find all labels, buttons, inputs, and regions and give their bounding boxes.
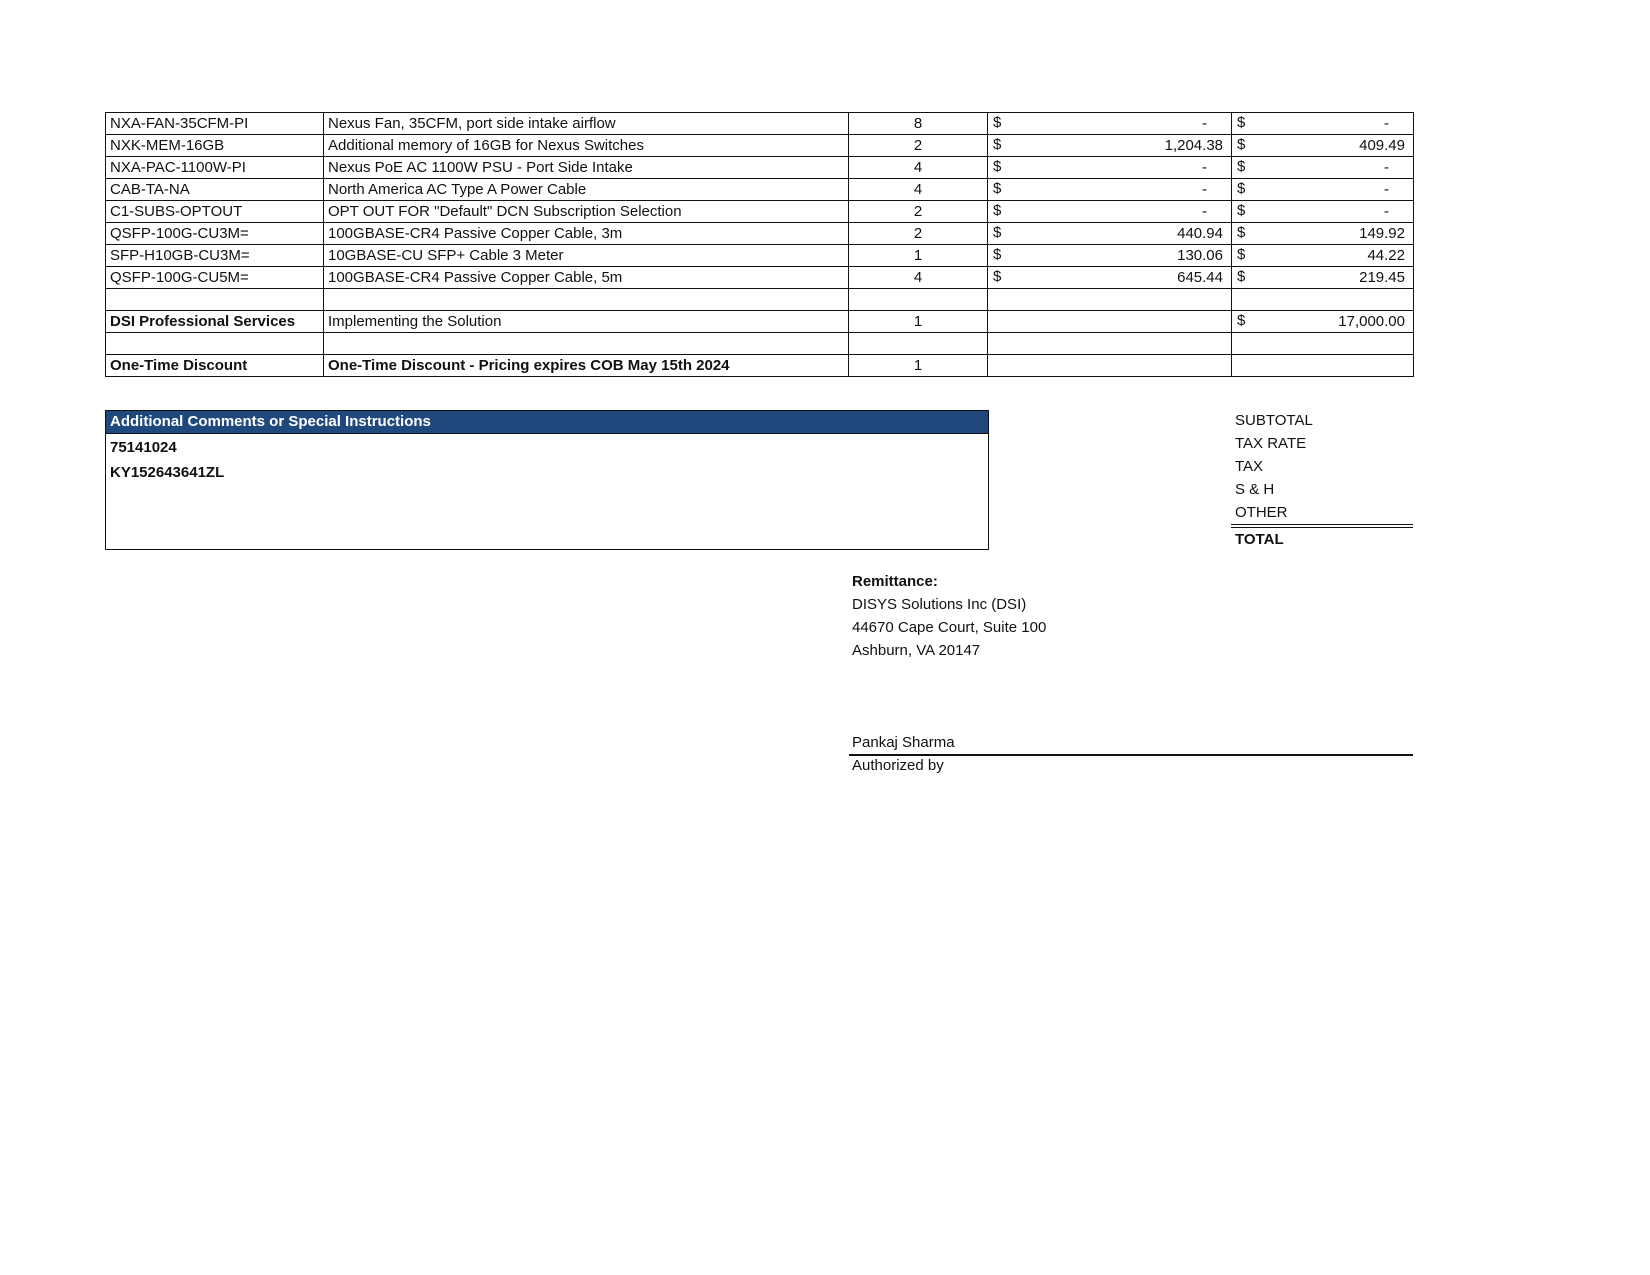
extended-price-cell xyxy=(1232,157,1414,179)
currency-symbol: $ xyxy=(993,202,1002,219)
amount-value: - xyxy=(1384,202,1389,220)
quantity-cell: 2 xyxy=(849,223,988,245)
extended-price-cell xyxy=(1232,201,1414,223)
currency-symbol: $ xyxy=(1237,136,1246,153)
other-label: OTHER xyxy=(1231,501,1413,528)
remittance-title: Remittance: xyxy=(852,573,938,590)
table-row xyxy=(106,267,1414,289)
extended-price-cell xyxy=(1232,311,1414,333)
amount-value: - xyxy=(1202,180,1207,198)
extended-price-cell xyxy=(1232,245,1414,267)
extended-price-cell xyxy=(1232,289,1414,311)
description-cell: 100GBASE-CR4 Passive Copper Cable, 3m xyxy=(324,223,849,245)
description-cell: North America AC Type A Power Cable xyxy=(324,179,849,201)
part-number-cell: NXA-FAN-35CFM-PI xyxy=(106,113,324,135)
part-number-cell xyxy=(106,289,324,311)
table-row xyxy=(106,113,1414,135)
table-row xyxy=(106,179,1414,201)
unit-price-cell xyxy=(988,135,1232,157)
line-items-table xyxy=(105,112,1414,377)
description-cell: Nexus PoE AC 1100W PSU - Port Side Intake xyxy=(324,157,849,179)
authorized-by-label: Authorized by xyxy=(852,757,944,774)
unit-price-cell xyxy=(988,223,1232,245)
part-number-cell: QSFP-100G-CU5M= xyxy=(106,267,324,289)
amount-value: 130.06 xyxy=(1177,246,1223,264)
remittance-company: DISYS Solutions Inc (DSI) xyxy=(852,596,1027,613)
table-row xyxy=(106,223,1414,245)
extended-price-cell xyxy=(1232,267,1414,289)
unit-price-cell xyxy=(988,267,1232,289)
quantity-cell: 2 xyxy=(849,135,988,157)
table-row xyxy=(106,355,1414,377)
quantity-cell: 1 xyxy=(849,245,988,267)
comment-line: KY152643641ZL xyxy=(110,464,225,481)
signatory-name: Pankaj Sharma xyxy=(852,734,955,751)
quantity-cell xyxy=(849,289,988,311)
extended-price-cell xyxy=(1232,135,1414,157)
table-row xyxy=(106,333,1414,355)
amount-value: - xyxy=(1384,114,1389,132)
total-label: TOTAL xyxy=(1235,531,1284,548)
tax-label: TAX xyxy=(1235,458,1264,475)
currency-symbol: $ xyxy=(993,246,1002,263)
unit-price-cell xyxy=(988,311,1232,333)
unit-price-cell xyxy=(988,201,1232,223)
currency-symbol: $ xyxy=(1237,246,1246,263)
amount-value: - xyxy=(1202,158,1207,176)
description-cell: 10GBASE-CU SFP+ Cable 3 Meter xyxy=(324,245,849,267)
extended-price-cell xyxy=(1232,333,1414,355)
currency-symbol: $ xyxy=(993,158,1002,175)
totals-block xyxy=(1231,409,1413,551)
quantity-cell: 4 xyxy=(849,179,988,201)
amount-value: 17,000.00 xyxy=(1338,312,1405,330)
part-number-cell: C1-SUBS-OPTOUT xyxy=(106,201,324,223)
extended-price-cell xyxy=(1232,223,1414,245)
currency-symbol: $ xyxy=(993,136,1002,153)
table-row xyxy=(106,289,1414,311)
amount-value: - xyxy=(1384,180,1389,198)
currency-symbol: $ xyxy=(1237,114,1246,131)
quantity-cell: 2 xyxy=(849,201,988,223)
currency-symbol: $ xyxy=(1237,180,1246,197)
amount-value: 409.49 xyxy=(1359,136,1405,154)
extended-price-cell xyxy=(1232,179,1414,201)
table-row xyxy=(106,245,1414,267)
unit-price-cell xyxy=(988,355,1232,377)
shipping-handling-label: S & H xyxy=(1235,481,1275,498)
comments-header: Additional Comments or Special Instructions xyxy=(106,411,988,434)
amount-value: - xyxy=(1202,114,1207,132)
remittance-address-line-2: Ashburn, VA 20147 xyxy=(852,642,981,659)
amount-value: 645.44 xyxy=(1177,268,1223,286)
table-row xyxy=(106,135,1414,157)
tax-rate-label: TAX RATE xyxy=(1235,435,1307,452)
currency-symbol: $ xyxy=(1237,224,1246,241)
amount-value: - xyxy=(1384,158,1389,176)
currency-symbol: $ xyxy=(1237,268,1246,285)
amount-value: 440.94 xyxy=(1177,224,1223,242)
amount-value: 219.45 xyxy=(1359,268,1405,286)
part-number-cell: NXK-MEM-16GB xyxy=(106,135,324,157)
currency-symbol: $ xyxy=(993,224,1002,241)
description-cell: Nexus Fan, 35CFM, port side intake airflow xyxy=(324,113,849,135)
part-number-cell: One-Time Discount xyxy=(106,355,324,377)
unit-price-cell xyxy=(988,333,1232,355)
description-cell: Additional memory of 16GB for Nexus Switches xyxy=(324,135,849,157)
description-cell: Implementing the Solution xyxy=(324,311,849,333)
currency-symbol: $ xyxy=(1237,202,1246,219)
quantity-cell: 1 xyxy=(849,355,988,377)
description-cell: OPT OUT FOR "Default" DCN Subscription Selection xyxy=(324,201,849,223)
part-number-cell: QSFP-100G-CU3M= xyxy=(106,223,324,245)
remittance-block xyxy=(852,570,1046,662)
currency-symbol: $ xyxy=(993,114,1002,131)
table-row xyxy=(106,157,1414,179)
line-items-body xyxy=(106,113,1414,377)
extended-price-cell xyxy=(1232,355,1414,377)
currency-symbol: $ xyxy=(993,268,1002,285)
description-cell: 100GBASE-CR4 Passive Copper Cable, 5m xyxy=(324,267,849,289)
amount-value: 44.22 xyxy=(1367,246,1405,264)
part-number-cell: SFP-H10GB-CU3M= xyxy=(106,245,324,267)
unit-price-cell xyxy=(988,289,1232,311)
unit-price-cell xyxy=(988,113,1232,135)
currency-symbol: $ xyxy=(1237,158,1246,175)
currency-symbol: $ xyxy=(1237,312,1246,329)
unit-price-cell xyxy=(988,245,1232,267)
description-cell xyxy=(324,289,849,311)
part-number-cell: DSI Professional Services xyxy=(106,311,324,333)
currency-symbol: $ xyxy=(993,180,1002,197)
comments-box xyxy=(105,410,989,550)
description-cell: One-Time Discount - Pricing expires COB May 15th 2024 xyxy=(324,355,849,377)
unit-price-cell xyxy=(988,179,1232,201)
table-row xyxy=(106,311,1414,333)
description-cell xyxy=(324,333,849,355)
remittance-address-line-1: 44670 Cape Court, Suite 100 xyxy=(852,619,1047,636)
quantity-cell: 8 xyxy=(849,113,988,135)
quantity-cell: 4 xyxy=(849,267,988,289)
table-row xyxy=(106,201,1414,223)
extended-price-cell xyxy=(1232,113,1414,135)
part-number-cell: NXA-PAC-1100W-PI xyxy=(106,157,324,179)
part-number-cell xyxy=(106,333,324,355)
subtotal-label: SUBTOTAL xyxy=(1235,412,1313,429)
comment-line: 75141024 xyxy=(110,439,177,456)
part-number-cell: CAB-TA-NA xyxy=(106,179,324,201)
amount-value: 1,204.38 xyxy=(1164,136,1223,154)
amount-value: 149.92 xyxy=(1359,224,1405,242)
quantity-cell: 1 xyxy=(849,311,988,333)
quantity-cell xyxy=(849,333,988,355)
unit-price-cell xyxy=(988,157,1232,179)
quantity-cell: 4 xyxy=(849,157,988,179)
amount-value: - xyxy=(1202,202,1207,220)
